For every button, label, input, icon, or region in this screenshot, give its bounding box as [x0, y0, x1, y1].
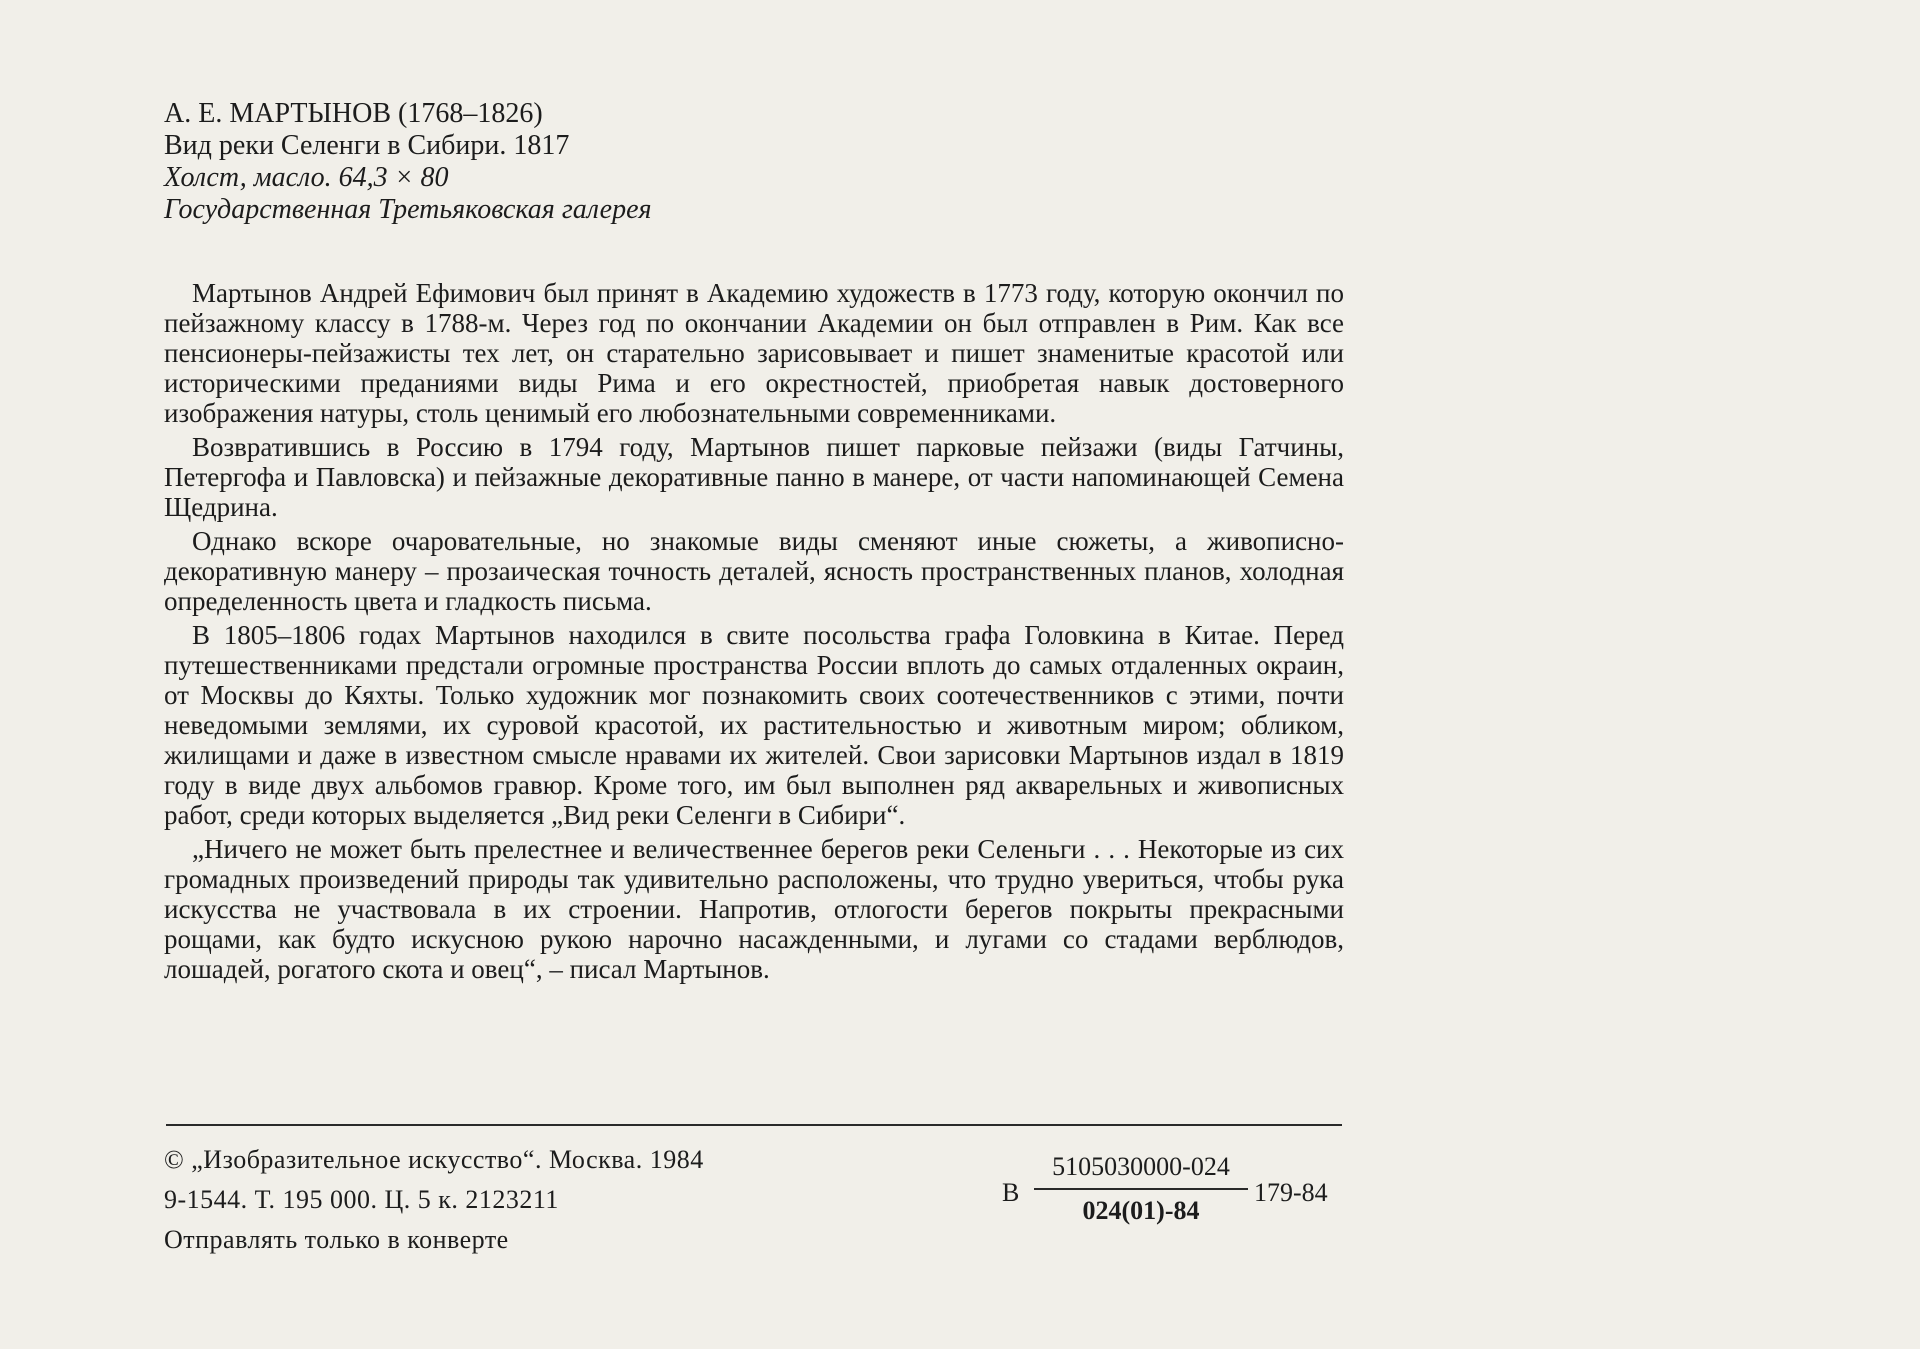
artwork-caption [164, 98, 652, 226]
code-denominator: 024(01)-84 [1082, 1196, 1200, 1225]
catalog-code [1002, 1150, 1342, 1250]
code-fraction [1034, 1150, 1248, 1228]
fraction-bar [1034, 1188, 1248, 1190]
paragraph-2: Возвратившись в Россию в 1794 году, Мартынов пишет парковые пейзажи (виды Гатчины, Петергофа и Павловска) и пейзажные декоративные панно в манере, от части напоминающей Семена Щедрина. [164, 432, 1344, 522]
publisher-imprint [164, 1140, 704, 1260]
paragraph-4: В 1805–1806 годах Мартынов находился в свите посольства графа Головкина в Китае. Перед путешественниками предстали огромные пространства России вплоть до самых отдаленных окраин, от Москвы до Кяхты. Только художник мог познакомить своих соотечественников с этими, почти неведомыми землями, их суровой красотой, их растительностью и животным миром; обликом, жилищами и даже в известном смысле нравами их жителей. Свои зарисовки Мартынов издал в 1819 году в виде двух альбомов гравюр. Кроме того, им был выполнен ряд акварельных и живописных работ, среди которых выделяется „Вид реки Селенги в Сибири“. [164, 620, 1344, 830]
copyright-line: © „Изобразительное искусство“. Москва. 1984 [164, 1145, 704, 1174]
code-prefix: В [1002, 1178, 1020, 1207]
paragraph-3: Однако вскоре очаровательные, но знакомые виды сменяют иные сюжеты, а живописно-декоративную манеру – прозаическая точность деталей, ясность пространственных планов, холодная определенность цвета и гладкость письма. [164, 526, 1344, 616]
paragraph-5: „Ничего не может быть прелестнее и величественнее берегов реки Селеньги . . . Некоторые из сих громадных произведений природы так удивительно расположены, что трудно увериться, чтобы рука искусства не участвовала в их строении. Напротив, отлогости берегов покрыты прекрасными рощами, как будто искусною рукою нарочно насажденными, и лугами со стадами верблюдов, лошадей, рогатого скота и овец“, – писал Мартынов. [164, 834, 1344, 984]
code-numerator: 5105030000-024 [1052, 1152, 1230, 1181]
artwork-collection: Государственная Третьяковская галерея [164, 194, 652, 225]
description-text [164, 278, 1344, 988]
divider-line [166, 1124, 1342, 1126]
paragraph-1: Мартынов Андрей Ефимович был принят в Академию художеств в 1773 году, которую окончил по пейзажному классу в 1788-м. Через год по окончании Академии он был отправлен в Рим. Как все пенсионеры-пейзажисты тех лет, он старательно зарисовывает и пишет знаменитые красотой или историческими преданиями виды Рима и его окрестностей, приобретая навык достоверного изображения натуры, столь ценимый его любознательными современниками. [164, 278, 1344, 428]
print-info-line: 9-1544. Т. 195 000. Ц. 5 к. 2123211 [164, 1185, 559, 1214]
artwork-medium: Холст, масло. 64,3 × 80 [164, 162, 449, 193]
mailing-note: Отправлять только в конверте [164, 1225, 509, 1254]
author-line: А. Е. МАРТЫНОВ (1768–1826) [164, 98, 543, 129]
artwork-title: Вид реки Селенги в Сибири. 1817 [164, 130, 570, 161]
code-suffix: 179-84 [1254, 1178, 1328, 1207]
